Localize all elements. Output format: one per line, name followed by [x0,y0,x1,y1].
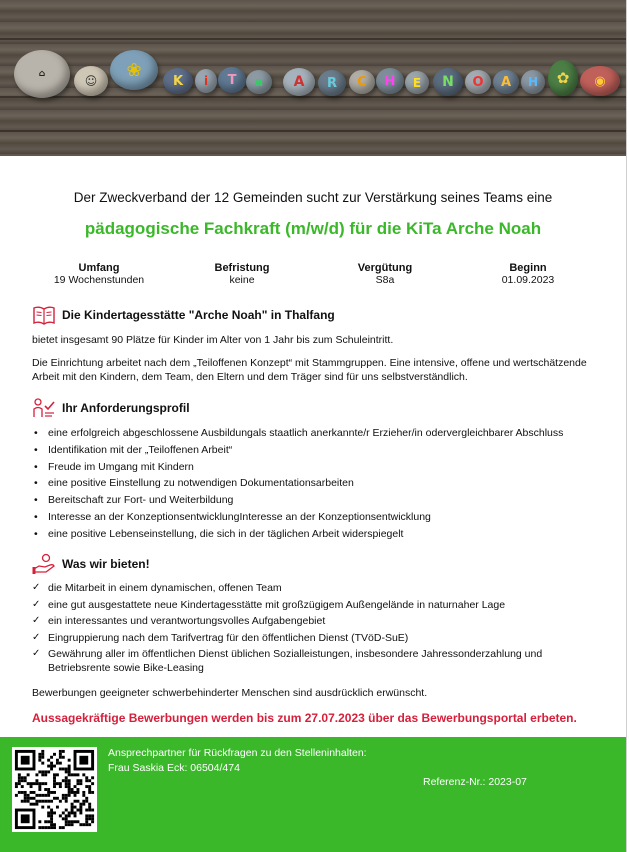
fact-label: Befristung [214,262,270,274]
contact-info [108,746,367,776]
face-stone-icon: ☺ [74,66,108,96]
stone-letter-h: H [376,68,404,94]
list-item: • eine erfolgreich abgeschlossene Ausbildungals staatlich anerkannte/r Erzieher/in odervergleichbarer Abschluss [32,425,612,442]
stone-letter-h2: H [521,70,545,94]
house-stone-icon: ⌂ [14,50,70,98]
list-item: • eine positive Einstellung zu notwendigen Dokumentationsarbeiten [32,475,612,492]
person-checklist-icon [32,397,56,419]
kita-concept-text: Die Einrichtung arbeitet nach dem „Teiloffenen Konzept“ mit Stammgruppen. Eine intensive, offene und wertschätzende Arbeit mit den Kindern, dem Team, den Eltern und dem Träger sind für uns selbstverständlich. [32,357,587,383]
section-kita-heading [32,304,335,326]
stone-letter-a3: A [493,70,519,94]
job-title: pädagogische Fachkraft (m/w/d) für die KiTa Arche Noah [84,219,542,238]
stone-letter-e: E [405,71,429,94]
list-item: • Freude im Umgang mit Kindern [32,459,612,476]
fact-umfang [29,262,169,286]
giraffe-stone-icon: ❀ [110,50,158,90]
requirements-list [32,425,612,543]
list-item: ✓ ein interessantes und verantwortungsvolles Aufgabengebiet [32,614,592,628]
list-item: • Bereitschaft zur Fort- und Weiterbildung [32,492,612,509]
stone-letter-n: N [433,68,463,96]
fact-value: keine [229,274,255,286]
reference-number: Referenz-Nr.: 2023-07 [423,776,527,788]
contact-person: Frau Saskia Eck: 06504/474 [108,762,240,774]
stone-letter-a: a [246,70,272,94]
fact-label: Umfang [78,262,120,274]
list-item: ✓ die Mitarbeit in einem dynamischen, offenen Team [32,581,592,595]
animal-stone-icon: ✿ [548,60,578,96]
list-item: • Identifikation mit der „Teiloffenen Arbeit“ [32,442,612,459]
kita-places-text: bietet insgesamt 90 Plätze für Kinder im Alter von 1 Jahr bis zum Schuleintritt. [32,334,394,346]
stone-letter-k: K [163,68,193,94]
section-heading-text: Was wir bieten! [62,557,150,571]
application-deadline: Aussagekräftige Bewerbungen werden bis zum 27.07.2023 über das Bewerbungsportal erbeten. [32,711,577,725]
stone-letter-r: R [318,70,346,96]
stone-letter-c: C [349,70,375,94]
fact-label: Beginn [509,262,547,274]
fact-value: 01.09.2023 [501,274,555,286]
fact-beginn [458,262,598,286]
list-item: ✓ Gewährung aller im öffentlichen Dienst üblichen Sozialleistungen, insbesondere Jahressonderzahlung und Betriebsrente sowie Bike-Leasing [32,647,592,675]
stone-letter-t: T [218,67,246,93]
qr-code-icon[interactable] [12,747,97,832]
stone-letter-a2: A [283,68,315,96]
list-item: ✓ Eingruppierung nach dem Tarifvertrag für den öffentlichen Dienst (TVöD-SuE) [32,631,592,645]
intro-text: Der Zweckverband der 12 Gemeinden sucht zur Verstärkung seines Teams eine [73,190,553,205]
contact-heading: Ansprechpartner für Rückfragen zu den Stelleninhalten: [108,747,367,759]
hand-offer-icon [32,553,56,575]
stone-letter-i: i [195,69,217,93]
fact-value: 19 Wochenstunden [53,274,145,286]
stone-letter-o: O [465,70,491,94]
section-requirements-heading [32,397,190,419]
header-banner-image [0,0,626,156]
list-item: • Interesse an der KonzeptionsentwicklungInteresse an der Konzeptionsentwicklung [32,509,612,526]
fish-stone-icon: ◉ [580,66,620,96]
section-offer-heading [32,553,150,575]
section-heading-text: Die Kindertagesstätte "Arche Noah" in Thalfang [62,308,335,322]
section-heading-text: Ihr Anforderungsprofil [62,401,190,415]
fact-label: Vergütung [357,262,413,274]
fact-value: S8a [375,274,395,286]
fact-befristung [172,262,312,286]
list-item: • eine positive Lebenseinstellung, die sich in der täglichen Arbeit widerspiegelt [32,526,612,543]
list-item: ✓ eine gut ausgestattete neue Kindertagesstätte mit großzügigem Außengelände in naturnaher Lage [32,598,592,612]
offer-list [32,581,592,678]
disability-note: Bewerbungen geeigneter schwerbehinderter Menschen sind ausdrücklich erwünscht. [32,687,428,699]
book-icon [32,304,56,326]
fact-verguetung [315,262,455,286]
